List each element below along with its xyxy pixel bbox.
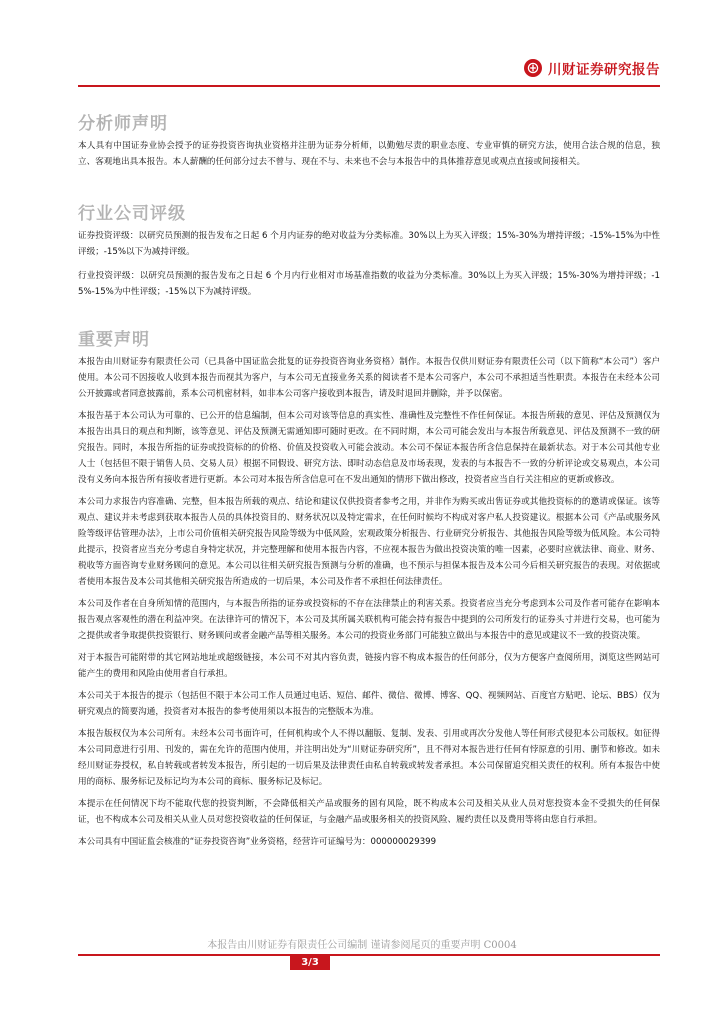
disclaimer-paragraph: 对于本报告可能附带的其它网站地址或超级链接，本公司不对其内容负责，链接内容不构成本报告的任何部分，仅为方便客户查阅所用，浏览这些网站可能产生的费用和风险由使用者自行承担。 — [78, 653, 660, 679]
footer-divider — [78, 954, 660, 956]
disclaimer-title: 重要声明 — [78, 330, 150, 350]
disclaimer-paragraph: 本公司及作者在自身所知情的范围内，与本报告所指的证券或投资标的不存在法律禁止的利害关系。投资者应当充分考虑到本公司及作者可能存在影响本报告观点客观性的潜在利益冲突。在法律许可的情况下，本公司及其所属关联机构可能会持有报告中提到的公司所发行的证券头寸并进行交易，也可能为之提供或者争取提供投资银行、财务顾问或者金融产品等相关服务。本公司的投资业务部门可能独立做出与本报告中的意见或建议不一致的投资决策。 — [78, 599, 660, 641]
footer-note: 本报告由川财证券有限责任公司编制 谨请参阅尾页的重要声明 C0004 — [207, 940, 517, 951]
page-number: 3/3 — [290, 956, 330, 970]
analyst-statement-section — [78, 112, 660, 170]
analyst-statement-text: 本人具有中国证券业协会授予的证券投资咨询执业资格并注册为证券分析师，以勤勉尽责的职业态度、专业审慎的研究方法，使用合法合规的信息，独立、客观地出具本报告。本人薪酬的任何部分过去不曾与、现在不与、未来也不会与本报告中的具体推荐意见或观点直接或间接相关。 — [78, 141, 660, 167]
header-divider — [78, 85, 660, 87]
disclaimer-paragraph: 本公司关于本报告的提示（包括但不限于本公司工作人员通过电话、短信、邮件、微信、微博、博客、QQ、视频网站、百度官方贴吧、论坛、BBS）仅为研究观点的简要沟通，投资者对本报告的参考使用须以本报告的完整版本为准。 — [78, 691, 660, 717]
report-body — [78, 112, 660, 850]
industry-rating-text: 行业投资评级：以研究员预测的报告发布之日起 6 个月内行业相对市场基准指数的收益为分类标准。30%以上为买入评级；15%-30%为增持评级；-15%-15%为中性评级；-15%以下为减持评级。 — [78, 271, 660, 297]
rating-section — [78, 202, 660, 300]
disclaimer-paragraph: 本公司力求报告内容准确、完整，但本报告所载的观点、结论和建议仅供投资者参考之用，并非作为购买或出售证券或其他投资标的的邀请或保证。该等观点、建议并未考虑到获取本报告人员的具体投资目的、财务状况以及特定需求，在任何时候均不构成对客户私人投资建议。根据本公司《产品或服务风险等级评估管理办法》，上市公司价值相关研究报告风险等级为中低风险，宏观政策分析报告、行业研究分析报告、其他报告风险等级为低风险。本公司特此提示，投资者应当充分考虑自身特定状况，并完整理解和使用本报告内容，不应视本报告为做出投资决策的唯一因素，必要时应就法律、商业、财务、税收等方面咨询专业财务顾问的意见。本公司以往相关研究报告预测与分析的准确，也不预示与担保本报告及本公司今后相关研究报告的表现。对依据或者使用本报告及本公司其他相关研究报告所造成的一切后果，本公司及作者不承担任何法律责任。 — [78, 497, 660, 587]
disclaimer-paragraph: 本报告基于本公司认为可靠的、已公开的信息编制，但本公司对该等信息的真实性、准确性及完整性不作任何保证。本报告所载的意见、评估及预测仅为本报告出具日的观点和判断，该等意见、评估及预测无需通知即可随时更改。在不同时期，本公司可能会发出与本报告所载意见、评估及预测不一致的研究报告。同时，本报告所指的证券或投资标的的价格、价值及投资收入可能会波动。本公司不保证本报告所含信息保持在最新状态。对于本公司其他专业人士（包括但不限于销售人员、交易人员）根据不同假设、研究方法、即时动态信息及市场表现，发表的与本报告不一致的分析评论或交易观点，本公司没有义务向本报告所有接收者进行更新。本公司对本报告所含信息可在不发出通知的情形下做出修改，投资者应当自行关注相应的更新或修改。 — [78, 411, 660, 485]
disclaimer-section — [78, 328, 660, 850]
disclaimer-paragraph: 本报告由川财证券有限责任公司（已具备中国证监会批复的证券投资咨询业务资格）制作。本报告仅供川财证券有限责任公司（以下简称“本公司”）客户使用。本公司不因接收人收到本报告而视其为客户，与本公司无直接业务关系的阅读者不是本公司客户，本公司不承担适当性职责。本报告在未经本公司公开披露或者同意披露前，系本公司机密材料，如非本公司客户接收到本报告，请及时退回并删除，并予以保密。 — [78, 357, 660, 399]
brand-emblem-icon — [524, 59, 542, 77]
brand — [524, 58, 660, 78]
analyst-statement-title: 分析师声明 — [78, 114, 168, 134]
license-statement: 本公司具有中国证监会核准的“证券投资咨询”业务资格，经营许可证编号为：000000029399 — [78, 837, 437, 847]
stock-rating-text: 证券投资评级：以研究员预测的报告发布之日起 6 个月内证券的绝对收益为分类标准。30%以上为买入评级；15%-30%为增持评级；-15%-15%为中性评级；-15%以下为减持评级。 — [78, 231, 660, 257]
rating-title: 行业公司评级 — [78, 204, 186, 224]
page-header — [78, 50, 660, 80]
brand-name: 川财证券研究报告 — [548, 62, 660, 78]
disclaimer-paragraph: 本提示在任何情况下均不能取代您的投资判断，不会降低相关产品或服务的固有风险，既不构成本公司及相关从业人员对您投资本金不受损失的任何保证，也不构成本公司及相关从业人员对您投资收益的任何保证，与金融产品或服务相关的投资风险、履约责任以及费用等将由您自行承担。 — [78, 799, 660, 825]
disclaimer-paragraph: 本报告版权仅为本公司所有。未经本公司书面许可，任何机构或个人不得以翻版、复制、发表、引用或再次分发他人等任何形式侵犯本公司版权。如征得本公司同意进行引用、刊发的，需在允许的范围内使用，并注明出处为“川财证券研究所”，且不得对本报告进行任何有悖原意的引用、删节和修改。如未经川财证券授权，私自转载或者转发本报告，所引起的一切后果及法律责任由私自转载或转发者承担。本公司保留追究相关责任的权利。所有本报告中使用的商标、服务标记及标记均为本公司的商标、服务标记及标记。 — [78, 729, 660, 787]
